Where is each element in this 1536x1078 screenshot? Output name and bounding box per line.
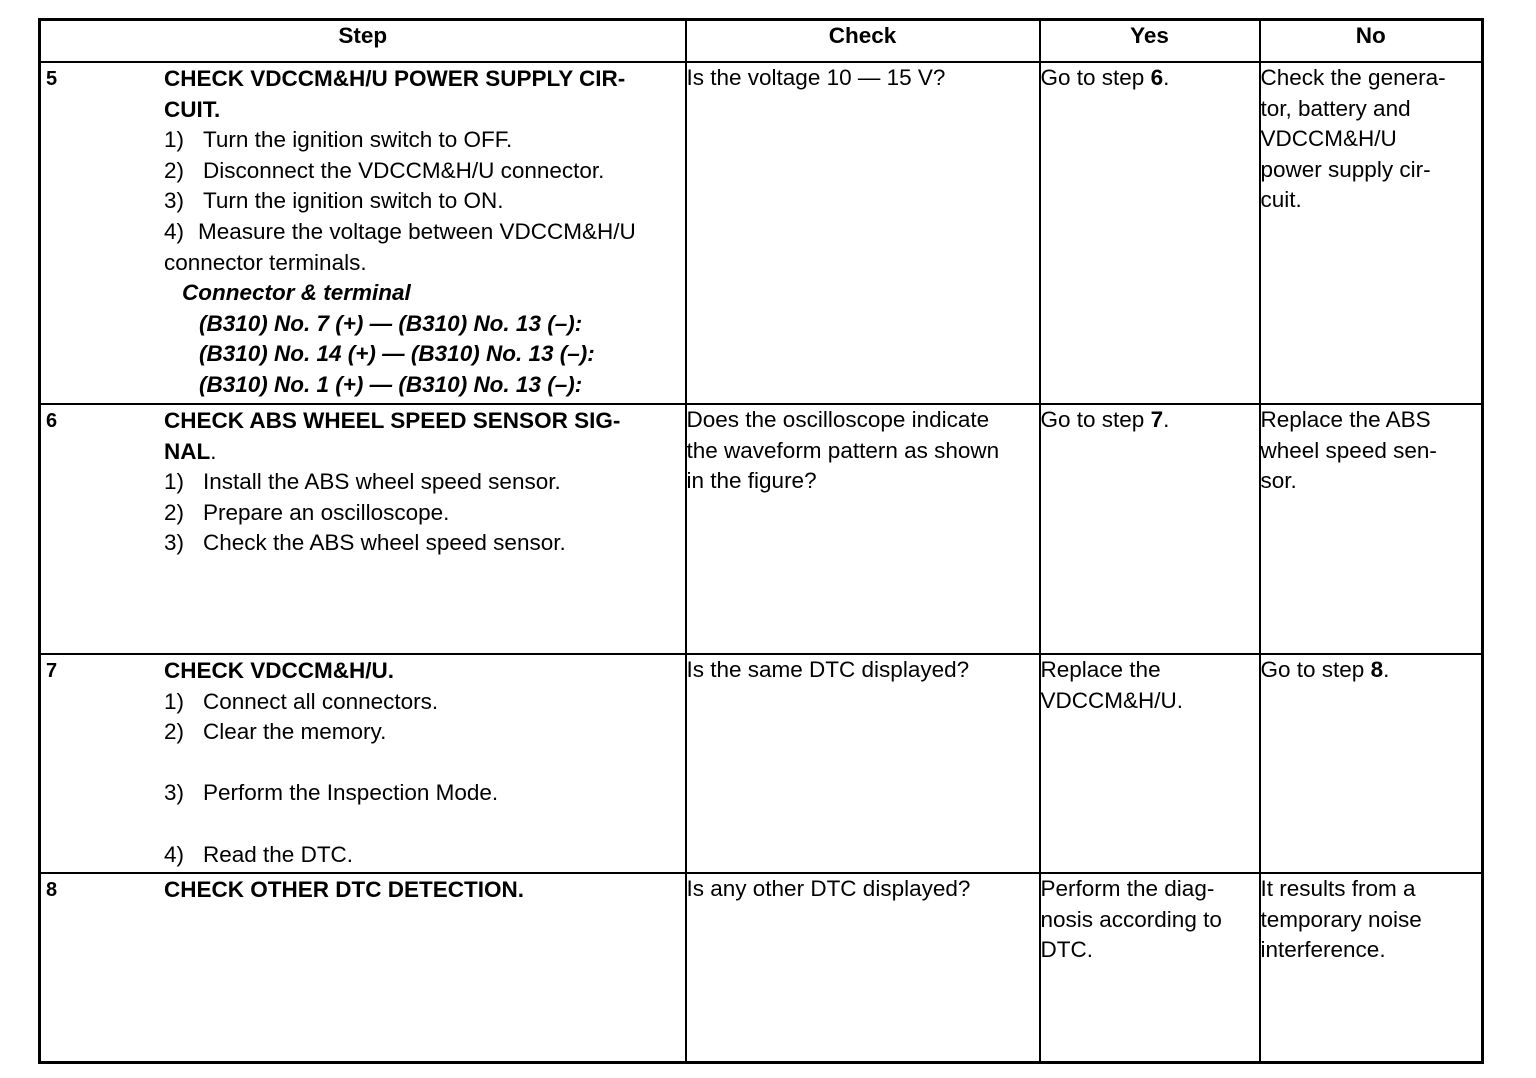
step-title-tail: .: [210, 438, 217, 464]
substep-number: 1): [164, 469, 185, 495]
substep: [164, 528, 679, 559]
connector-terminal-line: (B310) No. 1 (+) — (B310) No. 13 (–):: [199, 371, 583, 397]
no-text-line: cuit.: [1260, 187, 1302, 213]
substep: [164, 717, 679, 748]
yes-text-suffix: .: [1163, 407, 1170, 432]
yes-text: Go to step: [1040, 65, 1151, 90]
no-text-line: wheel speed sen-: [1260, 437, 1437, 463]
substep: [164, 125, 679, 156]
step-title-line: CUIT.: [164, 96, 221, 122]
table-row-step-6: [40, 404, 1483, 654]
check-cell: Is the voltage 10 — 15 V?: [686, 62, 1040, 404]
step-body: [164, 63, 679, 401]
header-step: Step: [40, 20, 686, 63]
connector-terminal-label: Connector & terminal: [182, 280, 411, 306]
substep-text: Install the ABS wheel speed sensor.: [203, 469, 561, 495]
yes-cell: [1040, 654, 1260, 873]
substep-text: Turn the ignition switch to ON.: [203, 188, 504, 214]
substep-text: Disconnect the VDCCM&H/U connector.: [203, 157, 605, 183]
yes-cell: [1040, 404, 1260, 654]
step-body: [164, 405, 679, 559]
step-title-line: [164, 437, 679, 468]
no-cell: [1260, 873, 1483, 1062]
step-number: 8: [46, 879, 58, 901]
step-number: 5: [46, 68, 58, 90]
step-title: [164, 406, 679, 467]
yes-text-line: nosis according to: [1040, 906, 1222, 932]
no-step-number: 8: [1370, 657, 1384, 682]
step-body: [164, 874, 679, 906]
substep-text: Read the DTC.: [203, 841, 354, 867]
substep-number: 1): [164, 127, 185, 153]
step-number: 7: [46, 660, 58, 682]
step-cell: [40, 404, 686, 654]
spacer: [164, 748, 679, 779]
yes-text-line: Replace the: [1040, 657, 1161, 682]
yes-text-line: DTC.: [1040, 937, 1093, 963]
no-cell: [1260, 404, 1483, 654]
check-cell: Is any other DTC displayed?: [686, 873, 1040, 1062]
substep: [164, 687, 679, 718]
yes-step-number: 6: [1150, 65, 1164, 90]
no-cell: [1260, 62, 1483, 404]
yes-cell: [1040, 62, 1260, 404]
step-title: [164, 64, 679, 125]
substep-text: Perform the Inspection Mode.: [203, 780, 499, 806]
header-no: No: [1260, 20, 1483, 63]
no-text-line: Check the genera-: [1260, 65, 1446, 90]
step-number: 6: [46, 410, 58, 432]
substep-text: Check the ABS wheel speed sensor.: [203, 530, 566, 556]
no-text-line: It results from a: [1260, 876, 1416, 901]
substep: [164, 467, 679, 498]
substep: [164, 498, 679, 529]
spacer: [164, 809, 679, 840]
no-text-line: sor.: [1260, 468, 1297, 494]
substep-number: 3): [164, 188, 185, 214]
connector-terminal-line: (B310) No. 14 (+) — (B310) No. 13 (–):: [199, 341, 595, 367]
no-text-line: tor, battery and: [1260, 95, 1411, 121]
substep-text: Connect all connectors.: [203, 688, 439, 714]
substep-number: 1): [164, 688, 185, 714]
substep: [164, 778, 679, 809]
connector-terminal-line: (B310) No. 7 (+) — (B310) No. 13 (–):: [199, 310, 583, 336]
table-row-step-5: [40, 62, 1483, 404]
step-title-line: CHECK VDCCM&H/U POWER SUPPLY CIR-: [164, 66, 626, 91]
step-title-text: NAL: [164, 438, 211, 464]
substep-text: Prepare an oscilloscope.: [203, 499, 450, 525]
yes-text-suffix: .: [1163, 65, 1170, 90]
no-cell: [1260, 654, 1483, 873]
no-text-suffix: .: [1383, 657, 1390, 682]
header-yes: Yes: [1040, 20, 1260, 63]
yes-text-line: Perform the diag-: [1040, 876, 1215, 901]
yes-text: Go to step: [1040, 407, 1151, 432]
substep-number: 2): [164, 719, 185, 745]
step-cell: [40, 62, 686, 404]
no-text-line: interference.: [1260, 937, 1386, 963]
substep-text: Measure the voltage between VDCCM&H/U connector terminals.: [164, 218, 636, 275]
no-text-line: Replace the ABS: [1260, 407, 1431, 432]
substep: [164, 840, 679, 871]
substep-number: 3): [164, 530, 185, 556]
substep-number: 3): [164, 780, 185, 806]
no-text: Go to step: [1260, 657, 1371, 682]
substep-number: 4): [164, 841, 185, 867]
yes-text-line: VDCCM&H/U.: [1040, 687, 1184, 713]
substep-text: Turn the ignition switch to OFF.: [203, 127, 513, 153]
substep-number: 2): [164, 157, 185, 183]
substep: [164, 156, 679, 187]
step-title: CHECK OTHER DTC DETECTION.: [164, 877, 524, 902]
check-cell: [686, 404, 1040, 654]
step-cell: [40, 873, 686, 1062]
header-check: Check: [686, 20, 1040, 63]
substep-text: Clear the memory.: [203, 719, 387, 745]
substep: [164, 186, 679, 217]
header-row: [40, 20, 1483, 63]
diagnostic-table: [38, 18, 1484, 1064]
yes-cell: [1040, 873, 1260, 1062]
yes-step-number: 7: [1150, 407, 1164, 432]
check-text-line: in the figure?: [686, 468, 817, 494]
step-title: CHECK VDCCM&H/U.: [164, 658, 394, 683]
check-cell: Is the same DTC displayed?: [686, 654, 1040, 873]
substep: [164, 217, 679, 278]
step-body: [164, 655, 679, 870]
check-text-line: the waveform pattern as shown: [686, 437, 1000, 463]
no-text-line: temporary noise: [1260, 906, 1422, 932]
no-text-line: power supply cir-: [1260, 156, 1431, 182]
no-text-line: VDCCM&H/U: [1260, 126, 1397, 152]
step-cell: [40, 654, 686, 873]
table-row-step-8: [40, 873, 1483, 1062]
substep-number: 2): [164, 499, 185, 525]
substep-number: 4): [164, 218, 185, 244]
step-title-line: CHECK ABS WHEEL SPEED SENSOR SIG-: [164, 408, 621, 433]
table-row-step-7: [40, 654, 1483, 873]
check-text-line: Does the oscilloscope indicate: [686, 407, 990, 432]
